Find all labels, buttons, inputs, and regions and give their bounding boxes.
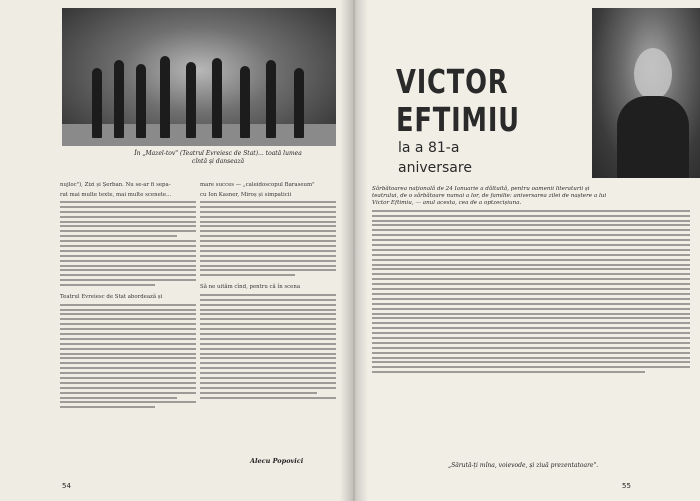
column-text: Teatrul Evreiesc de Stat abordează și: [60, 294, 163, 301]
book-gutter: [340, 0, 368, 501]
closing-quote: „Sărută-ți mîna, voievode, și ziuă prezentatoare".: [448, 462, 599, 469]
body-text-lines: [200, 201, 336, 276]
page-number-right: 55: [622, 482, 631, 490]
portrait-coat: [617, 96, 689, 178]
dancer-figure: [266, 60, 276, 138]
article-title-line-2: EFTIMIU: [396, 100, 520, 139]
dancer-figure: [240, 66, 250, 138]
dancer-figure: [114, 60, 124, 138]
dancer-figure: [92, 68, 102, 138]
portrait-face: [634, 48, 672, 100]
dancer-figure: [186, 62, 196, 138]
body-text-lines: [60, 201, 196, 286]
article-column-1: [60, 182, 196, 411]
dancer-figure: [212, 58, 222, 138]
article-subtitle-line-2: aniversare: [398, 160, 472, 176]
dancer-figure: [136, 64, 146, 138]
right-page: [352, 0, 700, 501]
column-text: rat mai multe texte, mai multe scenete...: [60, 191, 172, 198]
column-text: Să ne uităm cînd, pentru că în scena: [200, 284, 301, 291]
author-signature: Alecu Popovici: [250, 457, 304, 465]
intro-line: Victor Eftimiu, — anul acesta, cea de a optzecișiuna.: [372, 200, 522, 206]
dancer-figure: [160, 56, 170, 138]
stage-photo: [62, 8, 336, 146]
article-intro: [372, 186, 690, 376]
column-text: nujloc"), Zizi și Șerban. Nu se-ar fi sepa-: [60, 182, 171, 188]
article-title-line-1: VICTOR: [396, 62, 509, 101]
article-subtitle-line-1: la a 81-a: [398, 140, 460, 156]
column-text: mare succes — „caleidoscopul Baraseum": [200, 182, 315, 188]
body-text-lines: [60, 304, 196, 409]
intro-line: teatrului, de o sărbătoare numai a lor, de familie: aniversarea zilei de naștere a lui: [372, 193, 607, 199]
article-column-2: [200, 182, 336, 401]
body-text-lines: [200, 294, 336, 399]
caption-line: cîntă și dansează: [191, 158, 245, 165]
column-text: cu Ion Kasner, Miroș și simpaticii: [200, 191, 292, 198]
author-portrait: [592, 8, 700, 178]
photo-caption: [118, 150, 318, 166]
body-text-lines: [372, 210, 690, 373]
intro-line: Sărbătoarea națională de 24 Ianuarie a dăltuită, pentru oamenii literaturii și: [372, 186, 590, 192]
dancer-figure: [294, 68, 304, 138]
caption-line: În „Mazel-tov" (Teatrul Evreiesc de Stat)... toată lumea: [134, 150, 302, 157]
page-number-left: 54: [62, 482, 71, 490]
